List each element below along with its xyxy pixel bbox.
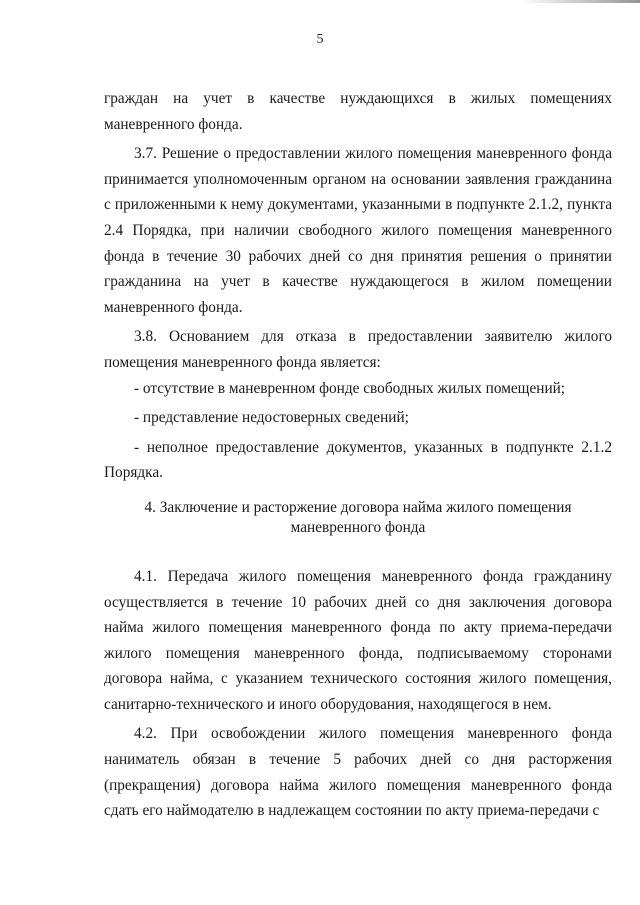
page-number: 5 (316, 32, 324, 47)
paragraph-3-8: 3.8. Основанием для отказа в предоставлении заявителю жилого помещения маневренного фонда является: (104, 328, 612, 371)
section-4-heading (104, 498, 612, 538)
paragraph-3-7: 3.7. Решение о предоставлении жилого помещения маневренного фонда принимается уполномоченным органом на основании заявления гражданина с приложенными к нему документами, указанными в подпункте 2.1.2, пункта 2.4 Порядка, при наличии свободного жилого помещения маневренного фонда в течение 30 рабочих дней со дня принятия решения о принятии гражданина на учет в качестве нуждающегося в жилом помещении маневренного фонда. (104, 145, 612, 316)
document-body (104, 86, 612, 824)
refusal-reason-3: - неполное предоставление документов, указанных в подпункте 2.1.2 Порядка. (104, 438, 612, 482)
refusal-reason-1: - отсутствие в маневренном фонде свободных жилых помещений; (134, 379, 566, 397)
section-4-heading-line1: 4. Заключение и расторжение договора найма жилого помещения (144, 498, 572, 516)
paragraph-continuation: граждан на учет в качестве нуждающихся в жилых помещениях маневренного фонда. (104, 90, 612, 133)
paragraph-4-2: 4.2. При освобождении жилого помещения маневренного фонда наниматель обязан в течение 5 рабочих дней со дня расторжения (прекращения) договора найма жилого помещения маневренного фонда сдать его наймодателю в надлежащем состоянии по акту приема-передачи с (104, 725, 612, 820)
section-4-heading-line2: маневренного фонда (290, 518, 426, 536)
paragraph-4-1: 4.1. Передача жилого помещения маневренного фонда гражданину осуществляется в течение 10 рабочих дней со дня заключения договора найма жилого помещения маневренного фонда по акту приема-передачи жилого помещения маневренного фонда, подписываемому сторонами договора найма, с указанием технического состояния жилого помещения, санитарно-технического и иного оборудования, находящегося в нем. (104, 567, 612, 713)
refusal-reason-2: - представление недостоверных сведений; (134, 409, 409, 427)
scan-edge-artifact (520, 0, 640, 3)
